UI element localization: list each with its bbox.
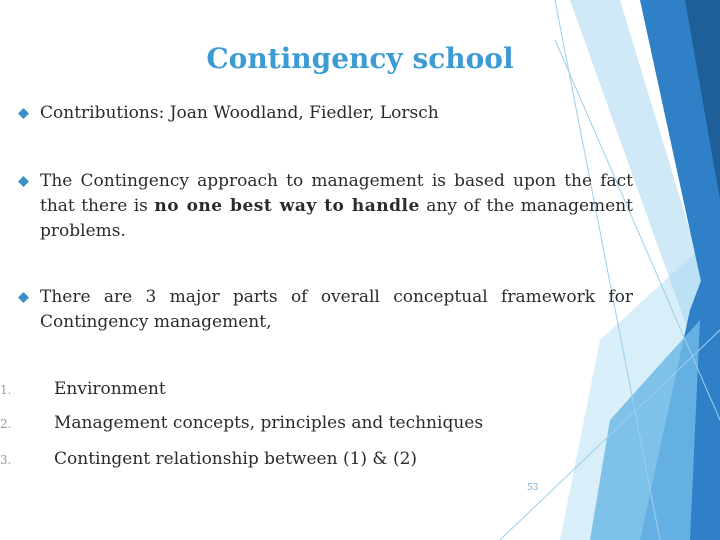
numbered-item bbox=[0, 447, 417, 472]
item-number: 2. bbox=[0, 417, 12, 431]
emphasis-text: no one best way to handle bbox=[154, 196, 420, 216]
bullet-text: There are 3 major parts of overall conceptual framework for Contingency management, bbox=[40, 287, 633, 332]
numbered-item bbox=[0, 377, 166, 402]
diamond-bullet-icon bbox=[18, 292, 29, 303]
bullet-text bbox=[40, 169, 633, 244]
slide-title: Contingency school bbox=[206, 42, 514, 75]
item-text: Environment bbox=[54, 379, 166, 399]
item-number: 1. bbox=[0, 383, 12, 397]
bullet-text-part: any of the management problems. bbox=[40, 196, 634, 241]
bullet-item bbox=[18, 285, 633, 335]
numbered-item bbox=[0, 411, 483, 436]
diamond-bullet-icon bbox=[18, 108, 29, 119]
bullet-text: Contributions: Joan Woodland, Fiedler, Lorsch bbox=[40, 103, 439, 123]
bullet-item bbox=[18, 169, 633, 244]
item-text: Management concepts, principles and techniques bbox=[54, 413, 484, 433]
diamond-bullet-icon bbox=[18, 176, 29, 187]
bullet-item bbox=[18, 101, 633, 126]
item-number: 3. bbox=[0, 453, 12, 467]
bullet-text-part: The Contingency approach to management is based upon the fact that there is bbox=[40, 171, 633, 216]
item-text: Contingent relationship between (1) & (2) bbox=[54, 449, 418, 469]
page-number: 53 bbox=[527, 483, 539, 493]
